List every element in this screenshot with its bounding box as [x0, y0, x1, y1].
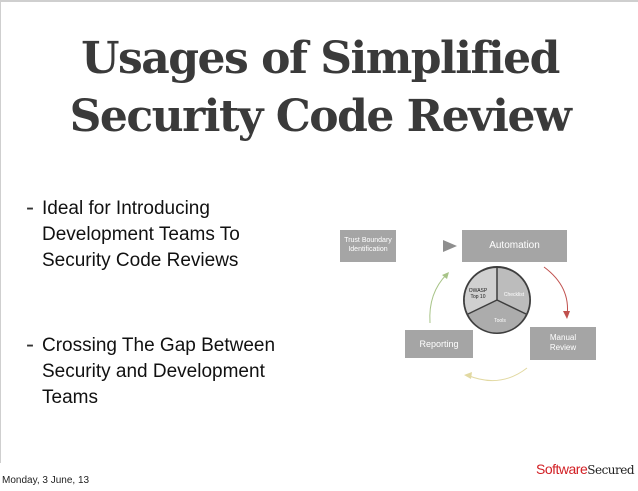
curved-arrow-green	[430, 274, 447, 323]
arrow-head-red-icon	[563, 311, 570, 319]
owasp-label-line-1: OWASP	[468, 288, 488, 294]
slide-left-border	[0, 0, 1, 463]
bullet-line: Security Code Reviews	[42, 250, 239, 271]
manual-review-line-2: Review	[549, 343, 577, 352]
slide-title	[40, 30, 600, 146]
owasp-label	[463, 288, 493, 300]
review-process-diagram	[330, 215, 622, 395]
arrow-head-yellow-icon	[464, 372, 472, 379]
bullet-item-2	[26, 333, 326, 411]
checklist-label: Checklist	[503, 292, 525, 298]
curved-arrow-red	[544, 267, 568, 316]
bullet-dash-marker: -	[26, 194, 34, 221]
reporting-box: Reporting	[405, 330, 473, 358]
slide-top-border	[0, 0, 638, 2]
software-secured-logo	[536, 460, 634, 479]
manual-review-box	[530, 327, 596, 360]
trust-boundary-box	[340, 230, 396, 262]
logo-part-software: Software	[536, 461, 588, 477]
trust-boundary-line-2: Identification	[348, 246, 388, 253]
bullet-line: Crossing The Gap Between	[42, 335, 276, 356]
slide-title-line-1: Usages of Simplified	[81, 33, 559, 84]
bullet-line: Teams	[42, 387, 98, 408]
bullet-dash-marker: -	[26, 331, 34, 358]
bullet-text	[42, 196, 326, 274]
bullet-item-1	[26, 196, 326, 274]
manual-review-line-1: Manual	[549, 333, 577, 342]
bullet-line: Development Teams To	[42, 224, 240, 245]
tools-label: Tools	[494, 318, 506, 324]
bullet-line: Security and Development	[42, 361, 265, 382]
curved-arrow-yellow	[467, 368, 527, 381]
arrow-right-icon	[422, 240, 457, 252]
automation-box: Automation	[462, 230, 567, 262]
bullet-line: Ideal for Introducing	[42, 198, 210, 219]
slide-title-line-2: Security Code Review	[69, 91, 571, 142]
footer-date: Monday, 3 June, 13	[2, 475, 90, 486]
trust-boundary-line-1: Trust Boundary	[344, 237, 392, 244]
owasp-label-line-2: Top 10	[470, 294, 486, 300]
bullet-text	[42, 333, 326, 411]
logo-part-secured: Secured	[587, 463, 635, 477]
